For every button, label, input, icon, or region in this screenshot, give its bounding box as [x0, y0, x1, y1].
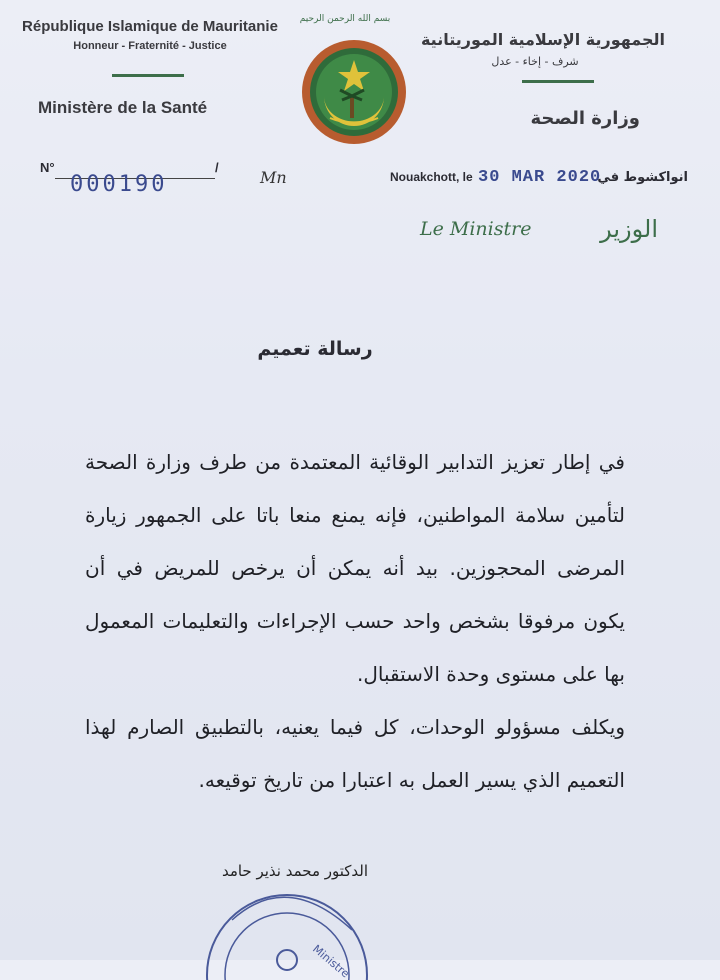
divider-ar	[522, 80, 594, 83]
motto-fr: Honneur - Fraternité - Justice	[73, 40, 227, 52]
reference-suffix: Mn	[260, 168, 287, 187]
republic-fr: République Islamique de Mauritanie	[22, 18, 278, 35]
reference-number: 000190	[70, 172, 168, 197]
ministry-stamp-icon	[192, 880, 382, 980]
divider-fr	[112, 74, 184, 77]
number-slash: /	[215, 160, 219, 175]
basmala: بسم الله الرحمن الرحيم	[299, 14, 391, 24]
number-label: N°	[40, 160, 55, 175]
republic-ar: الجمهورية الإسلامية الموريتانية	[420, 30, 666, 49]
body-paragraph-1: في إطار تعزيز التدابير الوقائية المعتمدة من طرف وزارة الصحة لتأمين سلامة المواطنين، فإنه يمنع منعا باتا على الجمهور زيارة المرضى المحجوزين. بيد أنه يمكن أن يرخص للمريض في أن يكون مرفوقا بشخص واحد حسب الإجراءات والتعليمات المعمول بها على مستوى وحدة الاستقبال.	[85, 450, 625, 686]
ministry-ar: وزارة الصحة	[530, 108, 640, 129]
motto-ar: شرف - إخاء - عدل	[491, 55, 579, 68]
place-fr: Nouakchott, le	[390, 170, 473, 184]
letter-body	[85, 436, 625, 807]
body-paragraph-2: ويكلف مسؤولو الوحدات، كل فيما يعنيه، بالتطبيق الصارم لهذا التعميم الذي يسير العمل به اعتبارا من تاريخ توقيعه.	[85, 715, 625, 792]
national-seal-icon	[300, 38, 408, 146]
subject-title: رسالة تعميم	[257, 338, 373, 360]
place-ar: انواكشوط في	[597, 170, 688, 185]
stamp-text: Ministre	[310, 942, 352, 980]
signature-name: الدكتور محمد نذير حامد	[221, 862, 369, 880]
ministry-fr: Ministère de la Santé	[38, 98, 208, 117]
date-stamp: 30 MAR 2020	[478, 168, 602, 187]
wazir: الوزير	[600, 215, 658, 243]
le-ministre: Le Ministre	[420, 218, 532, 240]
